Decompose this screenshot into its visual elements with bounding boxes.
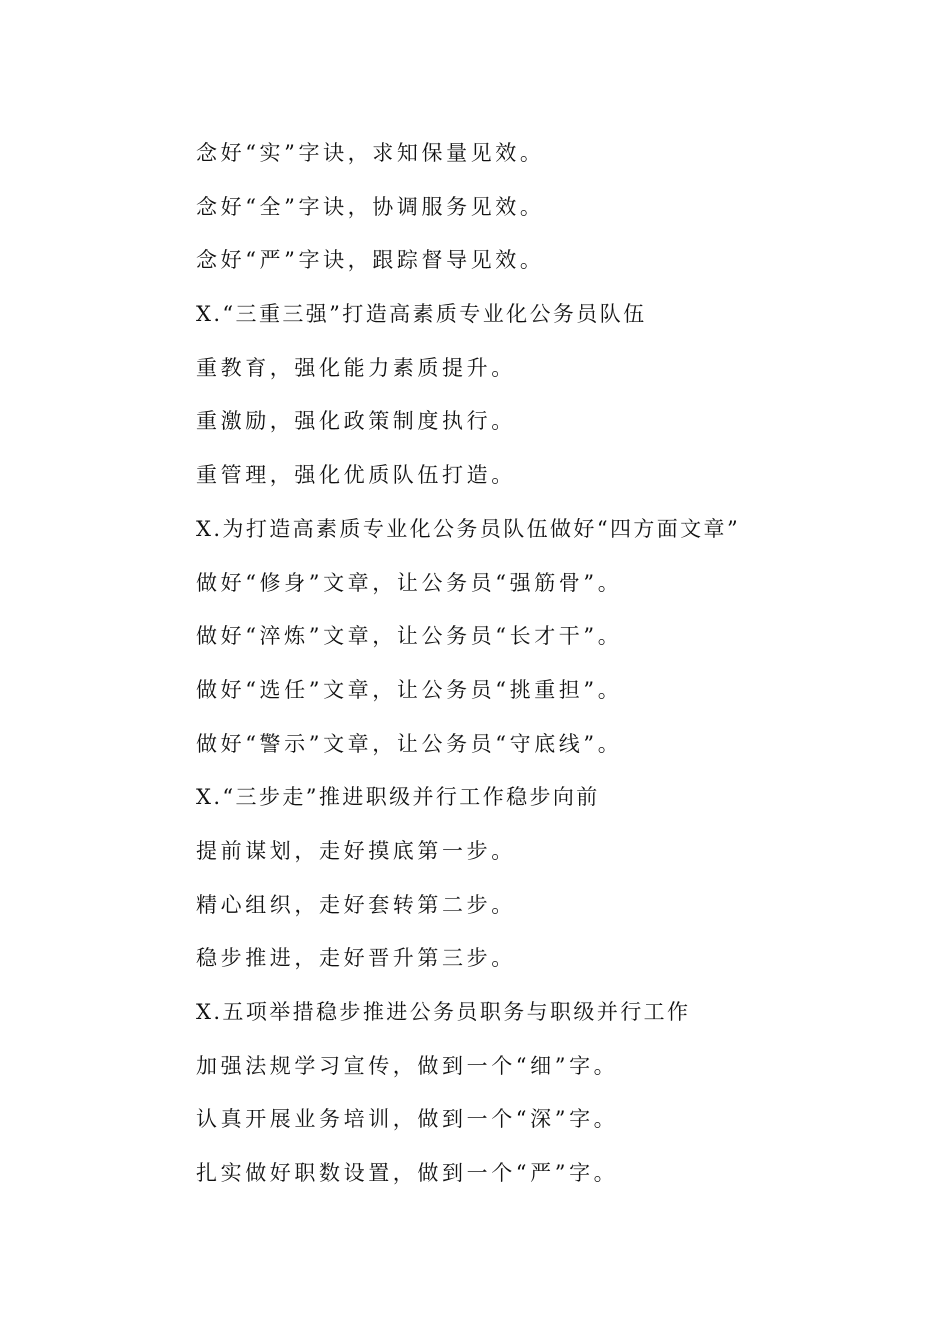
text-line: 提前谋划，走好摸底第一步。: [196, 838, 516, 863]
text-line: 做好“选任”文章，让公务员“挑重担”。: [196, 677, 623, 702]
text-line: 念好“全”字诀，协调服务见效。: [196, 194, 545, 219]
document-body: [196, 135, 896, 1209]
text-line: 认真开展业务培训，做到一个“深”字。: [196, 1107, 619, 1132]
text-line: 精心组织，走好套转第二步。: [196, 892, 516, 917]
section-heading: X.“三重三强”打造高素质专业化公务员队伍: [196, 302, 647, 327]
text-line: 重管理，强化优质队伍打造。: [196, 463, 516, 488]
text-line: 重激励，强化政策制度执行。: [196, 409, 516, 434]
text-line: 扎实做好职数设置，做到一个“严”字。: [196, 1161, 619, 1186]
text-line: 做好“警示”文章，让公务员“守底线”。: [196, 731, 623, 756]
section-heading: X.“三步走”推进职级并行工作稳步向前: [196, 785, 600, 810]
text-line: 做好“淬炼”文章，让公务员“长才干”。: [196, 624, 623, 649]
text-line: 做好“修身”文章，让公务员“强筋骨”。: [196, 570, 623, 595]
text-line: 稳步推进，走好晋升第三步。: [196, 946, 516, 971]
section-heading: X.五项举措稳步推进公务员职务与职级并行工作: [196, 1000, 691, 1024]
section-heading: X.为打造高素质专业化公务员队伍做好“四方面文章”: [196, 516, 741, 541]
text-line: 念好“实”字诀，求知保量见效。: [196, 141, 545, 165]
text-line: 重教育，强化能力素质提升。: [196, 355, 516, 380]
text-line: 念好“严”字诀，跟踪督导见效。: [196, 248, 545, 273]
text-line: 加强法规学习宣传，做到一个“细”字。: [196, 1053, 619, 1078]
